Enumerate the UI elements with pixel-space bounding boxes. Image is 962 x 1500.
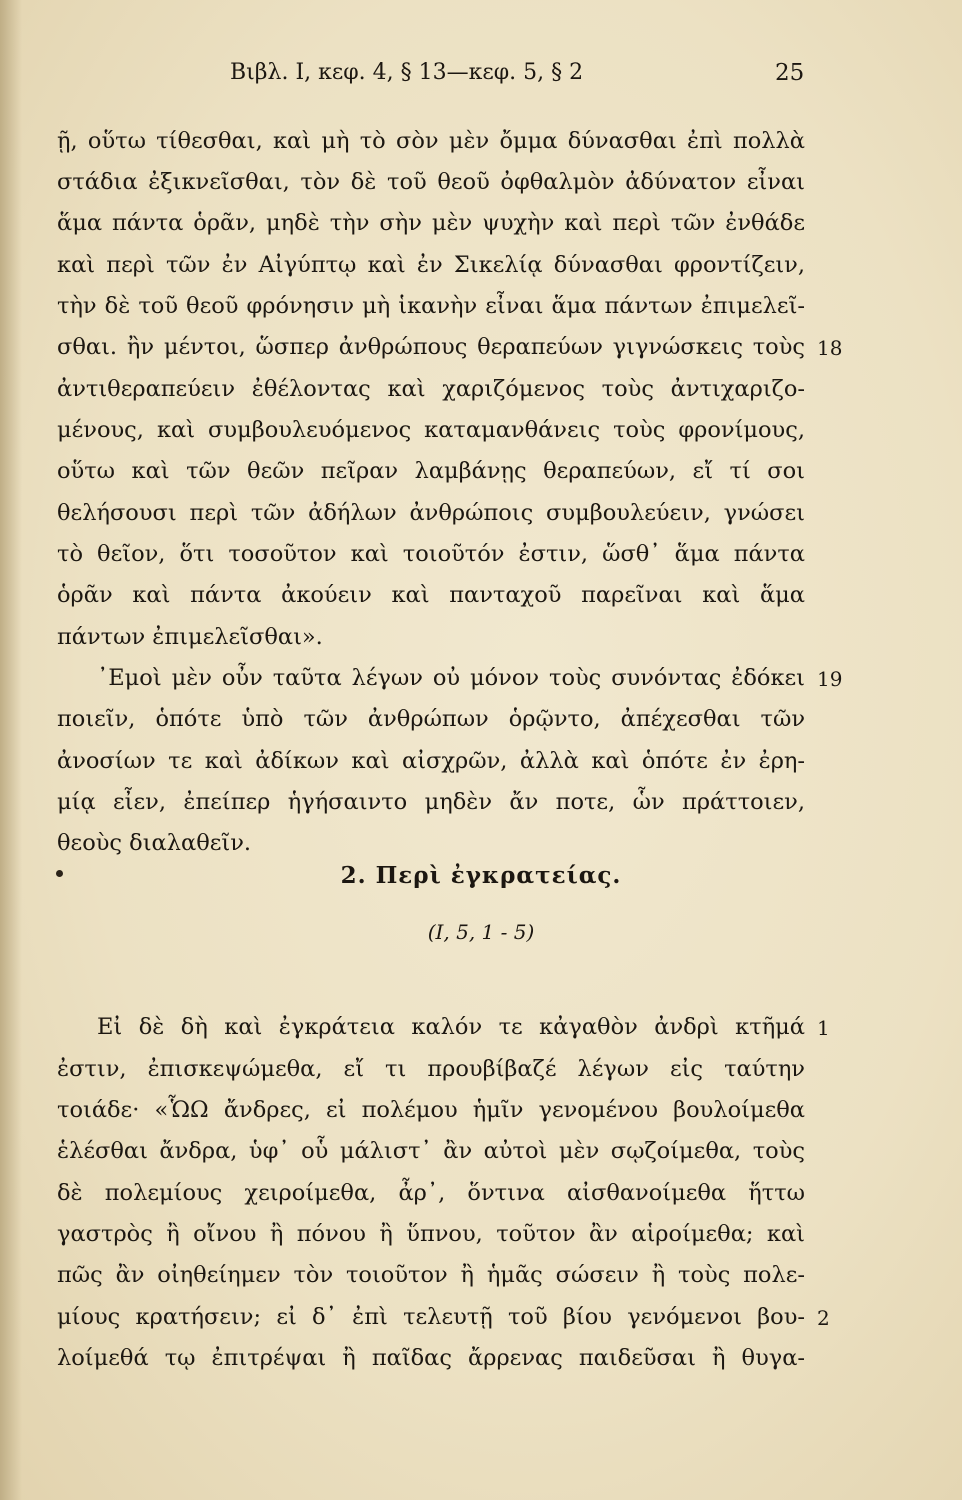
running-title: Βιβλ. I, κεφ. 4, § 13—κεφ. 5, § 2 bbox=[230, 60, 584, 85]
text-line: ᾿Εμοὶ μὲν οὖν ταῦτα λέγων οὐ μόνον τοὺς συνόντας ἐδόκει bbox=[97, 665, 805, 691]
page-number: 25 bbox=[775, 60, 805, 86]
text-line: σθαι. ἢν μέντοι, ὥσπερ ἀνθρώπους θεραπεύων γιγνώσκεις τοὺς bbox=[57, 334, 805, 360]
text-line: ἀνοσίων τε καὶ ἀδίκων καὶ αἰσχρῶν, ἀλλὰ καὶ ὁπότε ἐν ἐρη- bbox=[57, 748, 805, 774]
section-heading: 2. Περὶ ἐγκρατείας. bbox=[340, 862, 622, 889]
margin-number: 2 bbox=[817, 1306, 830, 1330]
text-line: θελήσουσι περὶ τῶν ἀδήλων ἀνθρώποις συμβουλεύειν, γνώσει bbox=[57, 500, 805, 526]
text-line: στάδια ἐξικνεῖσθαι, τὸν δὲ τοῦ θεοῦ ὀφθαλμὸν ἀδύνατον εἶναι bbox=[57, 169, 805, 195]
text-line: θεοὺς διαλαθεῖν. bbox=[57, 830, 252, 856]
text-line: γαστρὸς ἢ οἴνου ἢ πόνου ἢ ὕπνου, τοῦτον ἂν αἱροίμεθα; καὶ bbox=[57, 1221, 805, 1247]
text-line: δὲ πολεμίους χειροίμεθα, ἆρ᾽, ὅντινα αἰσθανοίμεθα ἥττω bbox=[57, 1180, 805, 1206]
text-line: λοίμεθά τῳ ἐπιτρέψαι ἢ παῖδας ἄρρενας παιδεῦσαι ἢ θυγα- bbox=[57, 1345, 805, 1371]
text-line: μίᾳ εἶεν, ἐπείπερ ἡγήσαιντο μηδὲν ἄν ποτε, ὧν πράττοιεν, bbox=[57, 789, 805, 815]
text-line: τὸ θεῖον, ὅτι τοσοῦτον καὶ τοιοῦτόν ἐστιν, ὥσθ᾽ ἅμα πάντα bbox=[57, 541, 805, 567]
text-line: ἑλέσθαι ἄνδρα, ὑφ᾽ οὗ μάλιστ᾽ ἂν αὐτοὶ μὲν σῳζοίμεθα, τοὺς bbox=[57, 1138, 805, 1164]
text-line: ἀντιθεραπεύειν ἐθέλοντας καὶ χαριζόμενος τοὺς ἀντιχαριζο- bbox=[57, 376, 805, 402]
text-line: ἅμα πάντα ὁρᾶν, μηδὲ τὴν σὴν μὲν ψυχὴν καὶ περὶ τῶν ἐνθάδε bbox=[57, 210, 805, 236]
text-line: τοιάδε· «ὯΩ ἄνδρες, εἰ πολέμου ἡμῖν γενομένου βουλοίμεθα bbox=[57, 1097, 805, 1123]
text-line: Εἰ δὲ δὴ καὶ ἐγκράτεια καλόν τε κἀγαθὸν ἀνδρὶ κτῆμά bbox=[97, 1014, 805, 1040]
margin-number: 19 bbox=[817, 667, 843, 691]
text-line: πῶς ἂν οἰηθείημεν τὸν τοιοῦτον ἢ ἡμᾶς σώσειν ἢ τοὺς πολε- bbox=[57, 1262, 805, 1288]
section-reference: (I, 5, 1 - 5) bbox=[427, 920, 535, 944]
text-line: ἐστιν, ἐπισκεψώμεθα, εἴ τι προυβίβαζέ λέγων εἰς ταύτην bbox=[57, 1056, 805, 1082]
margin-number: 1 bbox=[817, 1016, 830, 1040]
page-edge-shadow bbox=[0, 0, 22, 1500]
text-line: ὁρᾶν καὶ πάντα ἀκούειν καὶ πανταχοῦ παρεῖναι καὶ ἅμα bbox=[57, 582, 805, 608]
text-line: πάντων ἐπιμελεῖσθαι». bbox=[57, 624, 323, 650]
text-line: ῇ, οὕτω τίθεσθαι, καὶ μὴ τὸ σὸν μὲν ὄμμα δύνασθαι ἐπὶ πολλὰ bbox=[57, 128, 805, 154]
text-line: μίους κρατήσειν; εἰ δ᾽ ἐπὶ τελευτῇ τοῦ βίου γενόμενοι βου- bbox=[57, 1304, 805, 1330]
text-line: οὕτω καὶ τῶν θεῶν πεῖραν λαμβάνῃς θεραπεύων, εἴ τί σοι bbox=[57, 458, 805, 484]
text-line: μένους, καὶ συμβουλευόμενος καταμανθάνεις τοὺς φρονίμους, bbox=[57, 417, 805, 443]
margin-number: 18 bbox=[817, 336, 843, 360]
text-line: τὴν δὲ τοῦ θεοῦ φρόνησιν μὴ ἱκανὴν εἶναι ἅμα πάντων ἐπιμελεῖ- bbox=[57, 293, 805, 319]
text-line: ποιεῖν, ὁπότε ὑπὸ τῶν ἀνθρώπων ὁρῷντο, ἀπέχεσθαι τῶν bbox=[57, 706, 805, 732]
text-line: καὶ περὶ τῶν ἐν Αἰγύπτῳ καὶ ἐν Σικελίᾳ δύνασθαι φροντίζειν, bbox=[57, 252, 805, 278]
